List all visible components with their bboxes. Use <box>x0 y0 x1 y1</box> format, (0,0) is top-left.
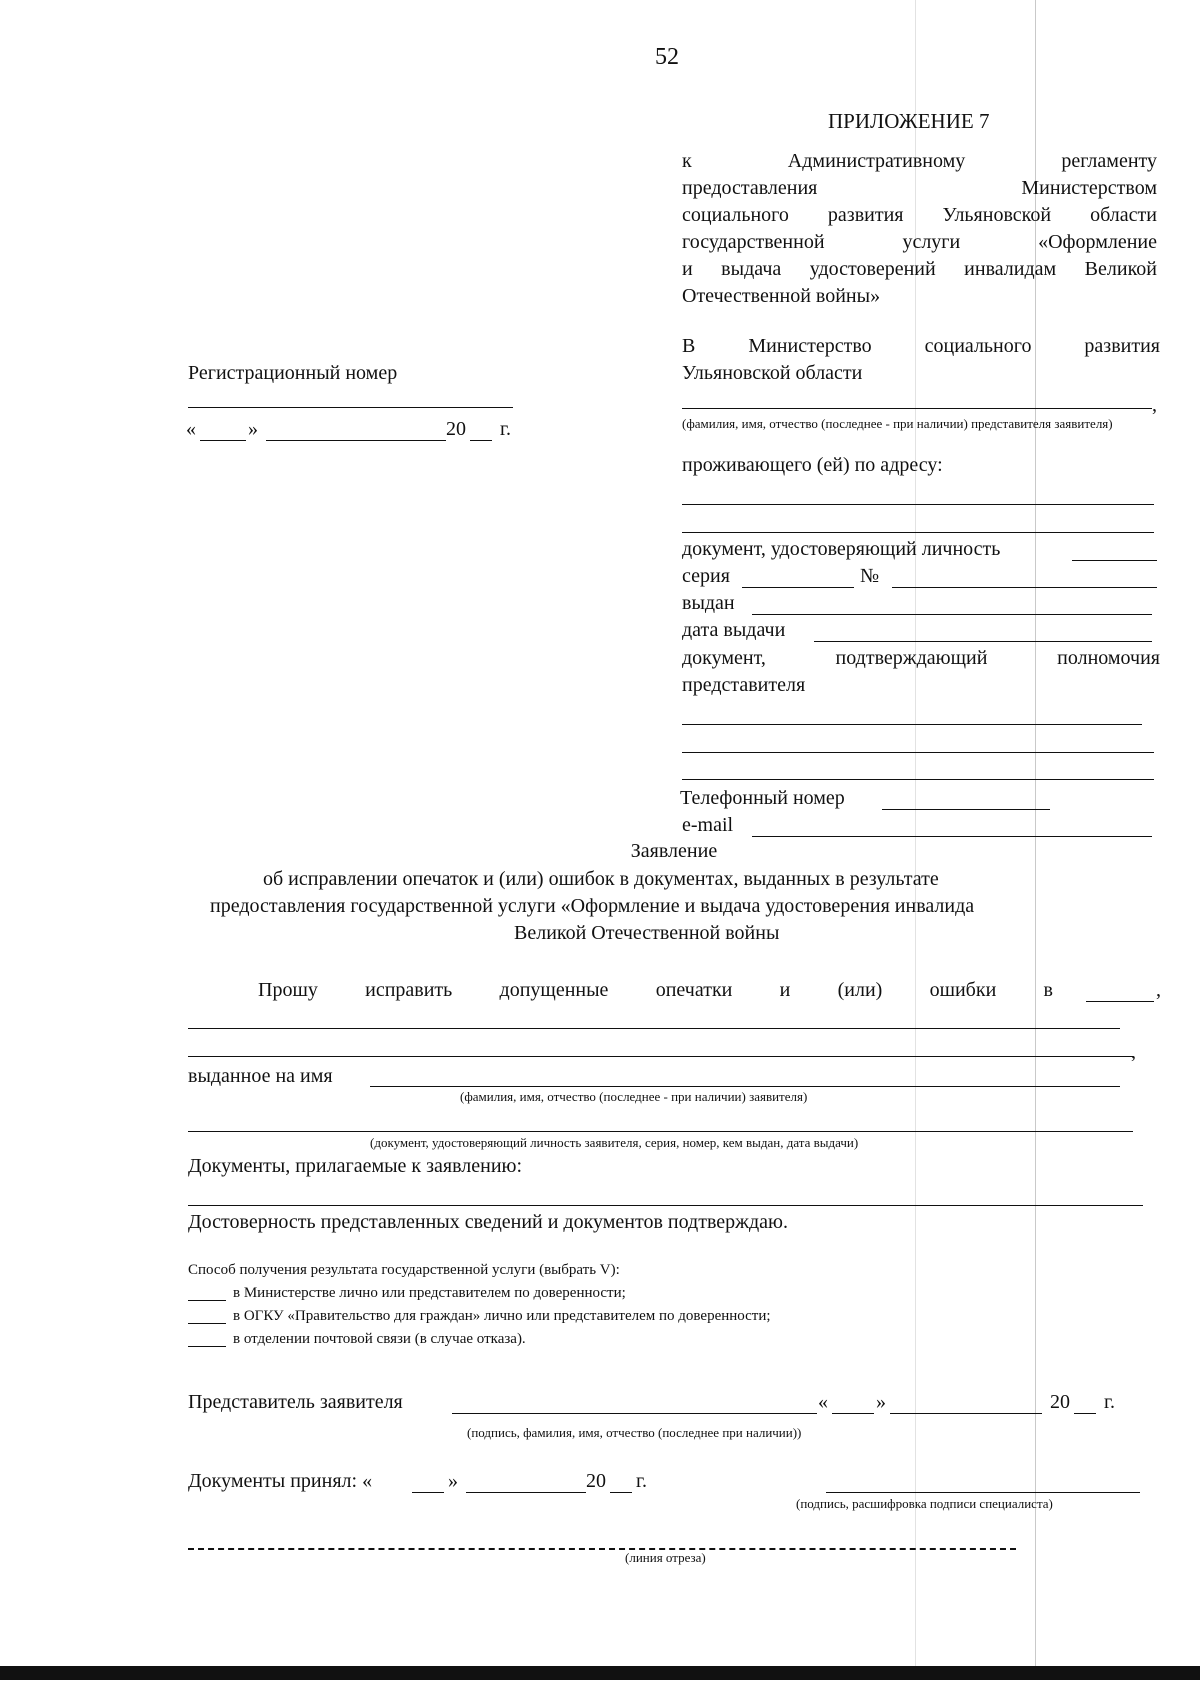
issued-to-caption: (фамилия, имя, отчество (последнее - при наличии) заявителя) <box>460 1089 808 1104</box>
delivery-option-1-checkbox[interactable] <box>188 1300 226 1301</box>
addressee-comma: , <box>1152 394 1157 416</box>
delivery-option-3: в отделении почтовой связи (в случае отказа). <box>233 1331 526 1347</box>
accepted-year: 20 <box>586 1470 606 1492</box>
request-document-field[interactable] <box>1086 1001 1154 1002</box>
applicant-id-field[interactable] <box>188 1131 1133 1132</box>
registration-number-field[interactable] <box>188 407 513 408</box>
accepted-day-field[interactable] <box>412 1492 444 1493</box>
registration-year-field[interactable] <box>470 440 492 441</box>
confirmation-text: Достоверность представленных сведений и документов подтверждаю. <box>188 1211 788 1233</box>
registration-date-close: » <box>248 418 258 440</box>
delivery-option-3-checkbox[interactable] <box>188 1346 226 1347</box>
authority-document-field-2[interactable] <box>682 752 1154 753</box>
address-field-2[interactable] <box>682 532 1154 533</box>
registration-date-open: « <box>186 418 196 440</box>
representative-name-field[interactable] <box>682 408 1152 409</box>
authority-document-field-1[interactable] <box>682 724 1142 725</box>
request-text: Прошу исправить допущенные опечатки и (или) ошибки в <box>258 979 1053 1001</box>
address-field-1[interactable] <box>682 504 1154 505</box>
attached-docs-field[interactable] <box>188 1205 1143 1206</box>
statement-subtitle-2: предоставления государственной услуги «Оформление и выдача удостоверения инвалида <box>210 895 975 917</box>
appendix-line: предоставления Министерством <box>682 177 1157 199</box>
accepted-year-suffix: г. <box>636 1470 647 1492</box>
scan-border <box>0 1666 1200 1680</box>
representative-month-field[interactable] <box>890 1413 1042 1414</box>
representative-label: Представитель заявителя <box>188 1391 403 1413</box>
addressee-line-2: Ульяновской области <box>682 362 863 384</box>
request-field-1[interactable] <box>188 1028 1120 1029</box>
issued-to-field[interactable] <box>370 1086 1120 1087</box>
statement-subtitle-1: об исправлении опечаток и (или) ошибок в документах, выданных в результате <box>263 868 939 890</box>
delivery-option-1: в Министерстве лично или представителем по доверенности; <box>233 1285 626 1301</box>
accepted-year-field[interactable] <box>610 1492 632 1493</box>
registration-day-field[interactable] <box>200 440 246 441</box>
specialist-caption: (подпись, расшифровка подписи специалиста) <box>796 1496 1053 1511</box>
id-document-field[interactable] <box>1072 560 1157 561</box>
representative-year-field[interactable] <box>1074 1413 1096 1414</box>
appendix-text <box>682 148 1157 310</box>
authority-document-label: документ, подтверждающий полномочия <box>682 647 1160 669</box>
applicant-id-caption: (документ, удостоверяющий личность заявителя, серия, номер, кем выдан, дата выдачи) <box>370 1135 859 1150</box>
issued-to-label: выданное на имя <box>188 1065 333 1087</box>
request-field-2[interactable] <box>188 1056 1133 1057</box>
issue-date-label: дата выдачи <box>682 619 786 641</box>
cut-line-caption: (линия отреза) <box>625 1550 706 1565</box>
addressee-line-1: В Министерство социального развития <box>682 335 1160 357</box>
representative-day-field[interactable] <box>832 1413 874 1414</box>
statement-subtitle-3: Великой Отечественной войны <box>514 922 780 944</box>
request-comma-2: , <box>1131 1041 1136 1063</box>
representative-caption: (подпись, фамилия, имя, отчество (последнее при наличии)) <box>467 1425 802 1440</box>
page-number: 52 <box>655 44 679 70</box>
email-label: e-mail <box>682 814 734 836</box>
representative-signature-field[interactable] <box>452 1413 817 1414</box>
appendix-line: Отечественной войны» <box>682 285 881 307</box>
registration-label: Регистрационный номер <box>188 362 398 384</box>
accepted-month-field[interactable] <box>466 1492 586 1493</box>
accepted-label: Документы принял: « <box>188 1470 373 1492</box>
statement-title: Заявление <box>630 840 718 862</box>
number-field[interactable] <box>892 587 1157 588</box>
issued-field[interactable] <box>752 614 1152 615</box>
representative-year: 20 <box>1050 1391 1070 1413</box>
representative-year-suffix: г. <box>1104 1391 1115 1413</box>
appendix-line: к Административному регламенту <box>682 150 1157 172</box>
number-sign: № <box>860 565 880 587</box>
registration-year-suffix: г. <box>500 418 511 440</box>
appendix-title: ПРИЛОЖЕНИЕ 7 <box>828 109 990 133</box>
issued-label: выдан <box>682 592 735 614</box>
representative-date-open: « <box>818 1391 828 1413</box>
series-field[interactable] <box>742 587 854 588</box>
representative-name-caption: (фамилия, имя, отчество (последнее - при наличии) представителя заявителя) <box>682 416 1113 431</box>
cut-line <box>188 1548 1016 1550</box>
registration-month-field[interactable] <box>266 440 446 441</box>
authority-document-field-3[interactable] <box>682 779 1154 780</box>
appendix-line: социального развития Ульяновской области <box>682 204 1157 226</box>
phone-label: Телефонный номер <box>680 787 845 809</box>
delivery-option-2-checkbox[interactable] <box>188 1323 226 1324</box>
representative-date-close: » <box>876 1391 886 1413</box>
appendix-line: и выдача удостоверений инвалидам Великой <box>682 258 1157 280</box>
accepted-date-close: » <box>448 1470 458 1492</box>
series-label: серия <box>682 565 730 587</box>
specialist-signature-field[interactable] <box>826 1492 1140 1493</box>
issue-date-field[interactable] <box>814 641 1152 642</box>
attached-docs-label: Документы, прилагаемые к заявлению: <box>188 1155 523 1177</box>
authority-document-label-2: представителя <box>682 674 806 696</box>
email-field[interactable] <box>752 836 1152 837</box>
id-document-label: документ, удостоверяющий личность <box>682 538 1001 560</box>
appendix-line: государственной услуги «Оформление <box>682 231 1157 253</box>
residing-label: проживающего (ей) по адресу: <box>682 454 943 476</box>
registration-year: 20 <box>446 418 466 440</box>
request-comma: , <box>1156 979 1161 1001</box>
phone-field[interactable] <box>882 809 1050 810</box>
delivery-option-2: в ОГКУ «Правительство для граждан» лично или представителем по доверенности; <box>233 1308 771 1324</box>
delivery-heading: Способ получения результата государственной услуги (выбрать V): <box>188 1262 620 1278</box>
